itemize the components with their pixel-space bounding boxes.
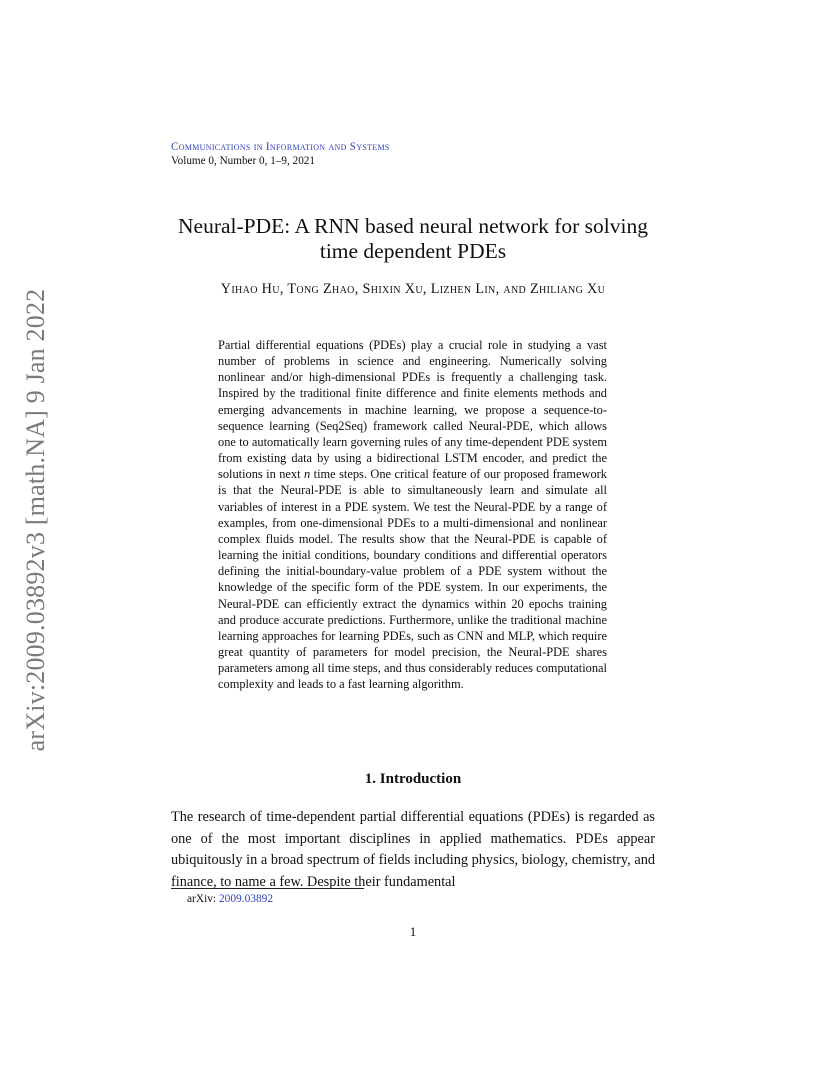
footnote bbox=[187, 892, 273, 906]
footnote-divider bbox=[171, 888, 364, 889]
author-list: Yihao Hu, Tong Zhao, Shixin Xu, Lizhen Lin, and Zhiliang Xu bbox=[220, 281, 606, 297]
abstract-text-part-1: Partial differential equations (PDEs) play a crucial role in studying a vast number of problems in science and engineering. Numerically solving nonlinear and/or high-dimensional PDEs is frequently a challenging task. Inspired by the traditional finite difference and finite elements methods and emerging advancements in machine learning, we propose a sequence-to-sequence learning (Seq2Seq) framework called Neural-PDE, which allows one to automatically learn governing rules of any time-dependent PDE system from existing data by using a bidirectional LSTM encoder, and predict the solutions in next bbox=[218, 338, 607, 482]
arxiv-id-link[interactable]: 2009.03892 bbox=[218, 893, 274, 905]
journal-header bbox=[171, 140, 390, 168]
section-heading-introduction: 1. Introduction bbox=[364, 771, 462, 787]
paper-title: Neural-PDE: A RNN based neural network for solving time dependent PDEs bbox=[178, 214, 648, 263]
journal-name-link[interactable]: Communications in Information and Systems bbox=[171, 141, 390, 153]
page-number: 1 bbox=[409, 924, 417, 939]
footnote-label: arXiv: bbox=[187, 893, 219, 905]
math-symbol-n: n bbox=[304, 467, 311, 482]
introduction-paragraph: The research of time-dependent partial differential equations (PDEs) is regarded as one of the most important disciplines in applied mathematics. PDEs appear ubiquitously in a broad spectrum of fields including physics, biology, chemistry, and finance, to name a few. Despite their fundamental bbox=[171, 809, 655, 890]
arxiv-side-stamp: arXiv:2009.03892v3 [math.NA] 9 Jan 2022 bbox=[21, 288, 50, 752]
journal-volume-line: Volume 0, Number 0, 1–9, 2021 bbox=[171, 155, 315, 167]
abstract-text-part-2: time steps. One critical feature of our proposed framework is that the Neural-PDE is able to simultaneously learn and simulate all variables of interest in a PDE system. We test the Neural-PDE by a range of examples, from one-dimensional PDEs to a multi-dimensional and nonlinear complex fluids model. The results show that the Neural-PDE is capable of learning the initial conditions, boundary conditions and differential operators defining the initial-boundary-value problem of a PDE system without the knowledge of the specific form of the PDE system. In our experiments, the Neural-PDE can efficiently extract the dynamics within 20 epochs training and produce accurate predictions. Furthermore, unlike the traditional machine learning approaches for learning PDEs, such as CNN and MLP, which require great quantity of parameters for model precision, the Neural-PDE shares parameters among all time steps, and thus considerably reduces computational complexity and leads to a fast learning algorithm. bbox=[218, 467, 607, 692]
abstract bbox=[218, 337, 607, 692]
